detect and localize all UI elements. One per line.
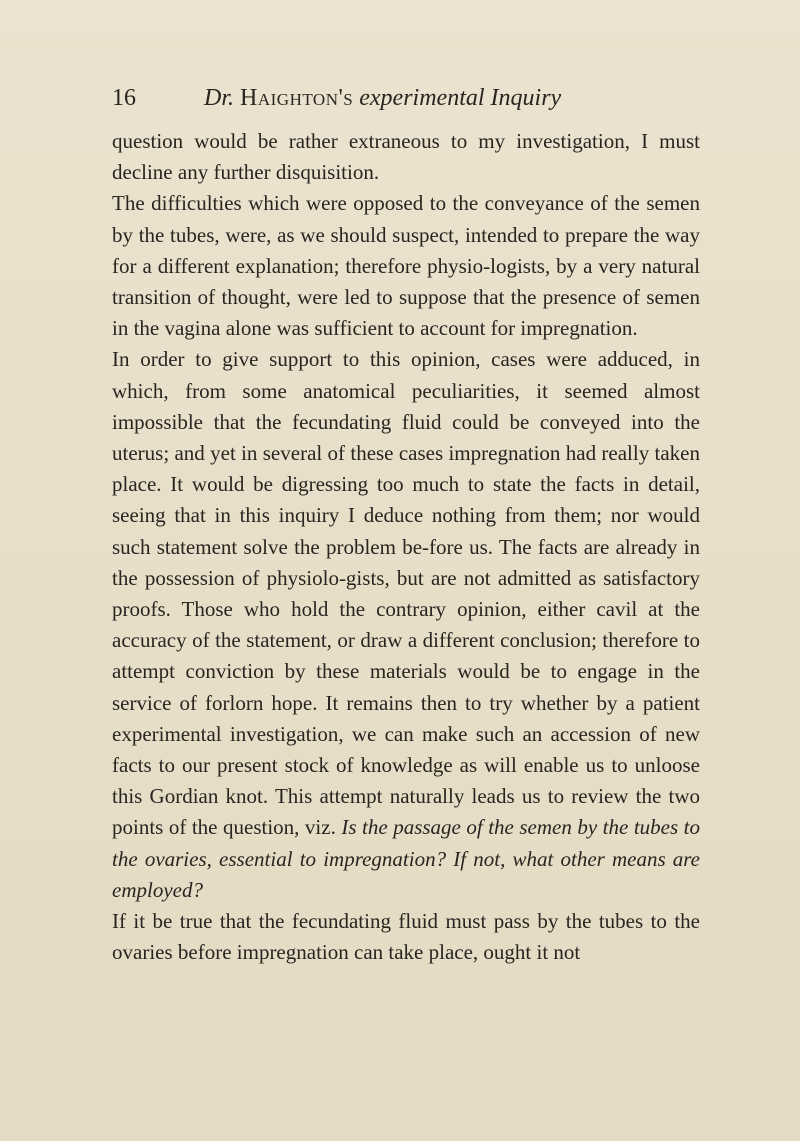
italic-question-2: If not, what other means are employed? (112, 846, 701, 902)
paragraph-2: The difficulties which were opposed to the conveyance of the semen by the tubes, were, as we should suspect, intended to prepare the way for a different explanation; therefore physio-logists, by a very natural transition of thought, were led to suppose that the presence of semen in the vagina alone was sufficient to account for impregnation. (112, 191, 700, 341)
italic-question-1: Is the passage of the semen by the tubes to the ovaries, essential to impregnation? (112, 815, 701, 871)
body-text (112, 126, 700, 968)
paragraph-4: If it be true that the fecundating fluid must pass by the tubes to the ovaries before impregnation can take place, ought it not (112, 909, 700, 965)
running-head-title: experimental Inquiry (359, 85, 562, 111)
page-header (112, 80, 712, 116)
page-number: 16 (112, 85, 136, 111)
running-head-name: Haighton's (240, 85, 354, 111)
paragraph-3 (112, 344, 700, 906)
paragraph-1: question would be rather extraneous to my investigation, I must decline any further disquisition. (112, 129, 700, 185)
running-head-dr: Dr. (204, 85, 235, 111)
running-head (204, 80, 561, 116)
paragraph-3-text: In order to give support to this opinion, cases were adduced, in which, from some anatomical peculiarities, it seemed almost impossible that the fecundating fluid could be conveyed into the uterus; and yet in several of these cases impregnation had really taken place. It would be digressing too much to state the facts in detail, seeing that in this inquiry I deduce nothing from them; nor would such statement solve the problem be-fore us. The facts are already in the possession of physiolo-gists, but are not admitted as satisfactory proofs. Those who hold the contrary opinion, either cavil at the accuracy of the statement, or draw a different conclusion; therefore to attempt conviction by these materials would be to engage in the service of forlorn hope. It remains then to try whether by a patient experimental investigation, we can make such an accession of new facts to our present stock of knowledge as will enable us to unloose this Gordian knot. This attempt naturally leads us to review the two points of the question, viz. (112, 347, 700, 840)
